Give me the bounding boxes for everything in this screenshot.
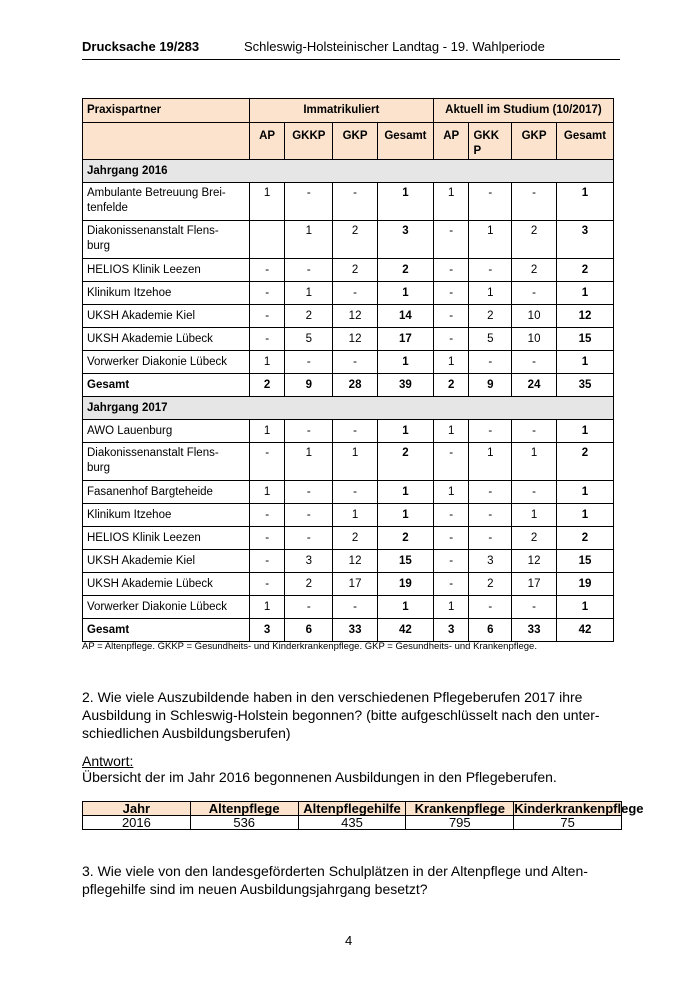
total-label: Gesamt [83,619,250,642]
cell-value: 3 [556,221,613,259]
table-row [83,328,614,351]
cell-value: 1 [556,596,613,619]
cell-value: - [333,596,378,619]
cell-value: 1 [333,504,378,527]
table-row [83,351,614,374]
cell-value: 1 [377,596,433,619]
cell-value: - [249,328,285,351]
subheader-gesamt: Gesamt [377,123,433,160]
total-value: 33 [512,619,557,642]
small-value: 2016 [83,816,191,830]
subheader-gkkp: GKKP [285,123,333,160]
cell-value: 1 [512,504,557,527]
table-row [83,550,614,573]
cell-value: - [285,504,333,527]
question-3: 3. Wie viele von den landesgeförderten Schulplätzen in der Altenpflege und Alten-pflegehilfe sind im neuen Ausbildungsjahrgang besetzt? [82,863,588,897]
cell-value: 1 [249,596,285,619]
cell-value: - [433,282,469,305]
cell-value: 1 [556,183,613,221]
subheader-row [83,123,614,160]
cell-value: 2 [377,527,433,550]
cell-value: - [285,596,333,619]
cell-value: 1 [377,351,433,374]
total-value: 35 [556,374,613,397]
cell-value: 2 [556,527,613,550]
subheader-empty [83,123,250,160]
cell-value: 1 [469,282,512,305]
total-value: 28 [333,374,378,397]
cell-value: 1 [333,443,378,481]
partner-name: Klinikum Itzehoe [83,504,250,527]
cell-value: - [333,420,378,443]
cell-value: - [512,282,557,305]
subheader-gkp: GKP [512,123,557,160]
cell-value: 2 [556,443,613,481]
cell-value: 1 [556,504,613,527]
cell-value: - [249,282,285,305]
cell-value: - [333,183,378,221]
cell-value: - [333,351,378,374]
total-value: 9 [285,374,333,397]
total-row [83,374,614,397]
total-value: 3 [249,619,285,642]
total-value: 42 [556,619,613,642]
cell-value: 2 [556,259,613,282]
table-row [83,596,614,619]
total-value: 6 [469,619,512,642]
subheader-gkk-p: GKK P [469,123,512,160]
header-group-aktuell: Aktuell im Studium (10/2017) [433,99,613,123]
cell-value: - [285,527,333,550]
cell-value: - [333,282,378,305]
cell-value: 2 [469,573,512,596]
cell-value: - [285,351,333,374]
total-value: 2 [249,374,285,397]
small-value: 795 [406,816,514,830]
cell-value: - [433,221,469,259]
cell-value: 10 [512,305,557,328]
table-legend: AP = Altenpflege. GKKP = Gesundheits- und Kinderkrankenpflege. GKP = Gesundheits- und Krankenpflege. [82,641,537,652]
small-value: 75 [514,816,622,830]
cell-value: - [249,305,285,328]
apprenticeship-table [82,801,644,830]
table-row [83,259,614,282]
total-value: 3 [433,619,469,642]
section-label: Jahrgang 2017 [83,397,614,420]
partner-name: HELIOS Klinik Leezen [83,527,250,550]
cell-value: - [433,573,469,596]
table-row [83,282,614,305]
cell-value: 2 [377,443,433,481]
cell-value: - [469,504,512,527]
partner-name: UKSH Akademie Kiel [83,550,250,573]
answer-text: Übersicht der im Jahr 2016 begonnenen Ausbildungen in den Pflegeberufen. [82,769,557,785]
section-label: Jahrgang 2016 [83,160,614,183]
cell-value: 1 [556,481,613,504]
small-header: Altenpflegehilfe [298,802,406,816]
cell-value: - [285,420,333,443]
page-number: 4 [345,933,353,948]
total-value: 24 [512,374,557,397]
total-value: 42 [377,619,433,642]
cell-value: - [469,183,512,221]
cell-value: 2 [333,527,378,550]
cell-value: - [333,481,378,504]
header-row [83,99,614,123]
partner-name: Diakonissenanstalt Flens- burg [83,443,250,481]
partner-name: Diakonissenanstalt Flens- burg [83,221,250,259]
subheader-gesamt: Gesamt [556,123,613,160]
cell-value: 15 [556,550,613,573]
cell-value: 1 [377,504,433,527]
cell-value: 2 [333,221,378,259]
small-header: Jahr [83,802,191,816]
table-row [83,573,614,596]
cell-value: 15 [377,550,433,573]
table-row [83,305,614,328]
total-row [83,619,614,642]
question-2: 2. Wie viele Auszubildende haben in den verschiedenen Pflegeberufen 2017 ihre Ausbildung in Schleswig-Holstein begonnen? (bitte aufgeschlüsselt nach den unter-schiedlichen Ausbildungsberufen) [82,689,600,741]
table-row [83,183,614,221]
cell-value: 1 [285,443,333,481]
partner-name: UKSH Akademie Kiel [83,305,250,328]
small-header: Altenpflege [190,802,298,816]
cell-value: 17 [512,573,557,596]
small-header: Krankenpflege [406,802,514,816]
table-row [83,221,614,259]
total-value: 39 [377,374,433,397]
cell-value: - [469,481,512,504]
cell-value: 2 [512,259,557,282]
cell-value: 2 [285,305,333,328]
cell-value: - [433,328,469,351]
cell-value: - [249,443,285,481]
cell-value: - [469,527,512,550]
cell-value: 14 [377,305,433,328]
cell-value: 15 [556,328,613,351]
cell-value: - [433,259,469,282]
section-row [83,397,614,420]
partner-name: Vorwerker Diakonie Lübeck [83,596,250,619]
cell-value: - [433,443,469,481]
cell-value: 3 [469,550,512,573]
cell-value: 1 [556,420,613,443]
total-label: Gesamt [83,374,250,397]
cell-value: - [433,305,469,328]
cell-value: 5 [469,328,512,351]
cell-value: 17 [333,573,378,596]
cell-value: 2 [377,259,433,282]
cell-value: 1 [469,443,512,481]
cell-value: 12 [333,550,378,573]
cell-value: - [249,573,285,596]
cell-value: 3 [377,221,433,259]
doc-number: Drucksache 19/283 [82,39,200,54]
cell-value: - [249,550,285,573]
header-group-immatrikuliert: Immatrikuliert [249,99,433,123]
cell-value: 1 [469,221,512,259]
header-partner: Praxispartner [83,99,250,123]
subheader-ap: AP [433,123,469,160]
cell-value: 1 [556,282,613,305]
partner-name: Klinikum Itzehoe [83,282,250,305]
cell-value: 1 [433,420,469,443]
cell-value: 1 [249,351,285,374]
partner-name: Fasanenhof Bargteheide [83,481,250,504]
total-value: 2 [433,374,469,397]
cell-value: 19 [377,573,433,596]
cell-value: 1 [433,481,469,504]
cell-value: - [512,420,557,443]
cell-value: - [433,550,469,573]
cell-value: 5 [285,328,333,351]
cell-value: 3 [285,550,333,573]
header-title: Schleswig-Holsteinischer Landtag - 19. Wahlperiode [244,39,545,54]
table-row [83,420,614,443]
cell-value: - [249,259,285,282]
cell-value: - [249,527,285,550]
cell-value: 1 [433,183,469,221]
small-value: 536 [190,816,298,830]
cell-value: 2 [469,305,512,328]
cell-value: 19 [556,573,613,596]
cell-value: - [512,596,557,619]
cell-value: 1 [433,351,469,374]
cell-value: - [469,420,512,443]
cell-value: 2 [285,573,333,596]
table-row [83,527,614,550]
cell-value: 1 [285,282,333,305]
cell-value: 12 [512,550,557,573]
cell-value: 12 [556,305,613,328]
total-value: 33 [333,619,378,642]
section-row [83,160,614,183]
table-row [83,504,614,527]
cell-value: 1 [556,351,613,374]
cell-value: 1 [249,420,285,443]
page-header [82,39,620,60]
cell-value: - [469,351,512,374]
table-row [83,443,614,481]
cell-value: 1 [433,596,469,619]
cell-value: 1 [377,481,433,504]
cell-value: - [433,504,469,527]
partner-name: UKSH Akademie Lübeck [83,573,250,596]
cell-value: - [512,183,557,221]
cell-value: 1 [512,443,557,481]
cell-value: 10 [512,328,557,351]
table-row [83,481,614,504]
cell-value: 1 [377,183,433,221]
small-value: 435 [298,816,406,830]
cell-value: - [512,481,557,504]
partner-name: Ambulante Betreuung Brei- tenfelde [83,183,250,221]
answer-label: Antwort: [82,753,134,769]
cell-value: 1 [249,481,285,504]
cell-value: 2 [333,259,378,282]
cell-value: 12 [333,328,378,351]
total-value: 6 [285,619,333,642]
partner-name: AWO Lauenburg [83,420,250,443]
small-header: Kinderkrankenpflege [514,801,644,816]
partner-name: HELIOS Klinik Leezen [83,259,250,282]
cell-value: 1 [377,420,433,443]
cell-value: - [285,259,333,282]
cell-value: - [469,596,512,619]
total-value: 9 [469,374,512,397]
cell-value: - [433,527,469,550]
cell-value: - [285,183,333,221]
cell-value [249,221,285,259]
cell-value: - [469,259,512,282]
cell-value: 12 [333,305,378,328]
cell-value: - [249,504,285,527]
cell-value: - [512,351,557,374]
partner-name: Vorwerker Diakonie Lübeck [83,351,250,374]
subheader-ap: AP [249,123,285,160]
cell-value: 17 [377,328,433,351]
cell-value: - [285,481,333,504]
subheader-gkp: GKP [333,123,378,160]
cell-value: 1 [285,221,333,259]
partner-name: UKSH Akademie Lübeck [83,328,250,351]
cell-value: 2 [512,221,557,259]
cell-value: 1 [249,183,285,221]
cell-value: 1 [377,282,433,305]
cell-value: 2 [512,527,557,550]
students-table [82,98,614,642]
